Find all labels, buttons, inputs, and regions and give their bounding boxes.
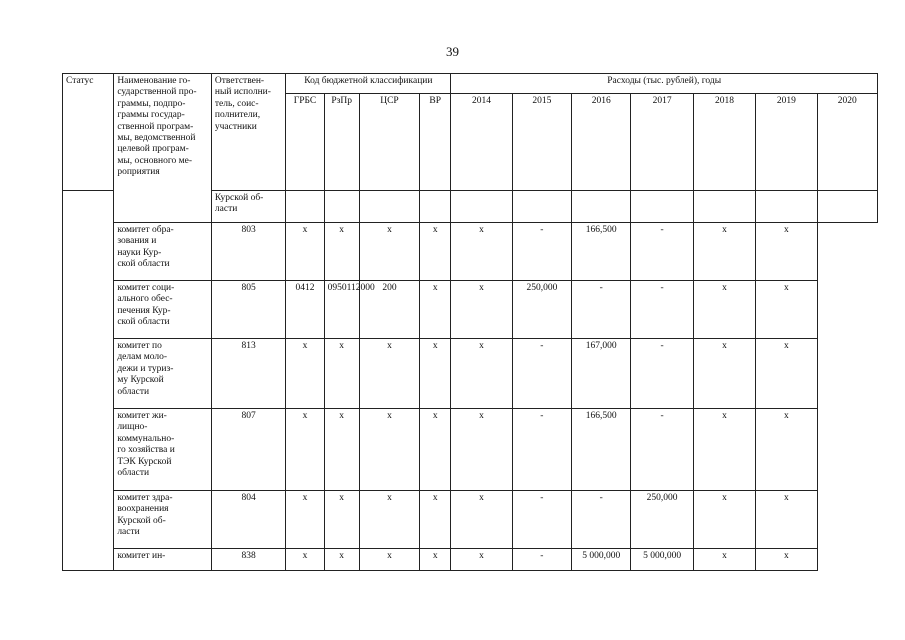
expense-cell-2018: - [631, 409, 693, 491]
status-cell [63, 191, 114, 571]
header-year-2016: 2016 [572, 94, 631, 191]
header-year-2014: 2014 [451, 94, 512, 191]
header-expenses-group: Расходы (тыс. рублей), годы [451, 74, 878, 94]
expense-cell-2020: x [756, 281, 817, 339]
vr-cell: x [359, 549, 419, 571]
vr-cell: x [359, 223, 419, 281]
expense-cell-2014: x [420, 223, 451, 281]
csr-cell: x [324, 409, 359, 491]
header-code-group: Код бюджетной классификации [286, 74, 451, 94]
grbs-cell: 838 [211, 549, 285, 571]
header-grbs: ГРБС [286, 94, 324, 191]
expense-cell-2014: x [420, 409, 451, 491]
vr-cell: x [359, 339, 419, 409]
expense-cell-2015: x [451, 223, 512, 281]
expense-cell-2017: 167,000 [572, 339, 631, 409]
expense-cell-2018 [693, 191, 755, 223]
expense-cell-2019: x [693, 409, 755, 491]
expense-cell-2016: - [512, 339, 571, 409]
expense-cell-2017: 5 000,000 [572, 549, 631, 571]
expense-cell-2019: x [693, 491, 755, 549]
expense-cell-2020 [817, 191, 877, 223]
budget-table [62, 73, 878, 571]
expense-cell-2015: x [451, 281, 512, 339]
rzpr-cell: x [286, 339, 324, 409]
expense-cell-2017: 166,500 [572, 409, 631, 491]
header-year-2015: 2015 [512, 94, 571, 191]
vr-cell: x [359, 491, 419, 549]
rzpr-cell: x [286, 491, 324, 549]
expense-cell-2020: x [756, 549, 817, 571]
expense-cell-2019: x [693, 281, 755, 339]
header-vr: ВР [420, 94, 451, 191]
expense-cell-2018: - [631, 339, 693, 409]
expense-cell-2017: - [572, 491, 631, 549]
rzpr-cell: x [286, 223, 324, 281]
expense-cell-2015 [512, 191, 571, 223]
expense-cell-2018: 250,000 [631, 491, 693, 549]
expense-cell-2017: 166,500 [572, 223, 631, 281]
csr-cell: x [324, 339, 359, 409]
rzpr-cell [324, 191, 359, 223]
expense-cell-2016: - [512, 549, 571, 571]
executor-cell: Курской об- ласти [211, 191, 285, 223]
expense-cell-2018: - [631, 281, 693, 339]
rzpr-cell: x [286, 549, 324, 571]
csr-cell [359, 191, 419, 223]
header-rzpr: РзПр [324, 94, 359, 191]
rzpr-cell: x [286, 409, 324, 491]
grbs-cell [286, 191, 324, 223]
header-executor: Ответствен- ный исполни- тель, соис- полнители, участники [211, 74, 285, 191]
csr-cell: x [324, 491, 359, 549]
csr-cell: 0950112000 [324, 281, 359, 339]
vr-cell [420, 191, 451, 223]
vr-cell: 200 [359, 281, 419, 339]
csr-cell: x [324, 549, 359, 571]
table-row [63, 339, 878, 409]
grbs-cell: 807 [211, 409, 285, 491]
header-year-2020: 2020 [817, 94, 877, 191]
expense-cell-2015: x [451, 339, 512, 409]
header-year-2017: 2017 [631, 94, 693, 191]
expense-cell-2018: - [631, 223, 693, 281]
csr-cell: x [324, 223, 359, 281]
header-row-1 [63, 74, 878, 94]
grbs-cell: 813 [211, 339, 285, 409]
header-year-2019: 2019 [756, 94, 817, 191]
expense-cell-2019 [756, 191, 817, 223]
expense-cell-2017: - [572, 281, 631, 339]
expense-cell-2016 [572, 191, 631, 223]
page-number: 39 [446, 44, 459, 59]
table-row [63, 491, 878, 549]
expense-cell-2016: - [512, 491, 571, 549]
grbs-cell: 805 [211, 281, 285, 339]
rzpr-cell: 0412 [286, 281, 324, 339]
expense-cell-2015: x [451, 409, 512, 491]
expense-cell-2020: x [756, 339, 817, 409]
expense-cell-2014: x [420, 339, 451, 409]
expense-cell-2014: x [420, 549, 451, 571]
table-row [63, 409, 878, 491]
header-program-name: Наименование го- сударственной про- граммы, подпро- граммы государ- ственной програм- мы, ведомственной целевой програм- мы, основного ме- роприятия [114, 74, 212, 223]
expense-cell-2015: x [451, 491, 512, 549]
expense-cell-2019: x [693, 339, 755, 409]
executor-cell: комитет здра- воохранения Курской об- ласти [114, 491, 212, 549]
expense-cell-2020: x [756, 491, 817, 549]
expense-cell-2018: 5 000,000 [631, 549, 693, 571]
header-status: Статус [63, 74, 114, 191]
expense-cell-2020: x [756, 223, 817, 281]
expense-cell-2014: x [420, 491, 451, 549]
header-csr: ЦСР [359, 94, 419, 191]
header-year-2018: 2018 [693, 94, 755, 191]
expense-cell-2019: x [693, 549, 755, 571]
grbs-cell: 803 [211, 223, 285, 281]
expense-cell-2014 [451, 191, 512, 223]
expense-cell-2020: x [756, 409, 817, 491]
expense-cell-2016: - [512, 409, 571, 491]
expense-cell-2015: x [451, 549, 512, 571]
executor-cell: комитет по делам моло- дежи и туриз- му Курской области [114, 339, 212, 409]
table-row [63, 281, 878, 339]
table-row [63, 549, 878, 571]
expense-cell-2016: 250,000 [512, 281, 571, 339]
executor-cell: комитет жи- лищно- коммунально- го хозяйства и ТЭК Курской области [114, 409, 212, 491]
table-row [63, 223, 878, 281]
expense-cell-2017 [631, 191, 693, 223]
expense-cell-2019: x [693, 223, 755, 281]
executor-cell: комитет обра- зования и науки Кур- ской области [114, 223, 212, 281]
executor-cell: комитет соци- ального обес- печения Кур- ской области [114, 281, 212, 339]
executor-cell: комитет ин- [114, 549, 212, 571]
expense-cell-2014: x [420, 281, 451, 339]
vr-cell: x [359, 409, 419, 491]
expense-cell-2016: - [512, 223, 571, 281]
grbs-cell: 804 [211, 491, 285, 549]
